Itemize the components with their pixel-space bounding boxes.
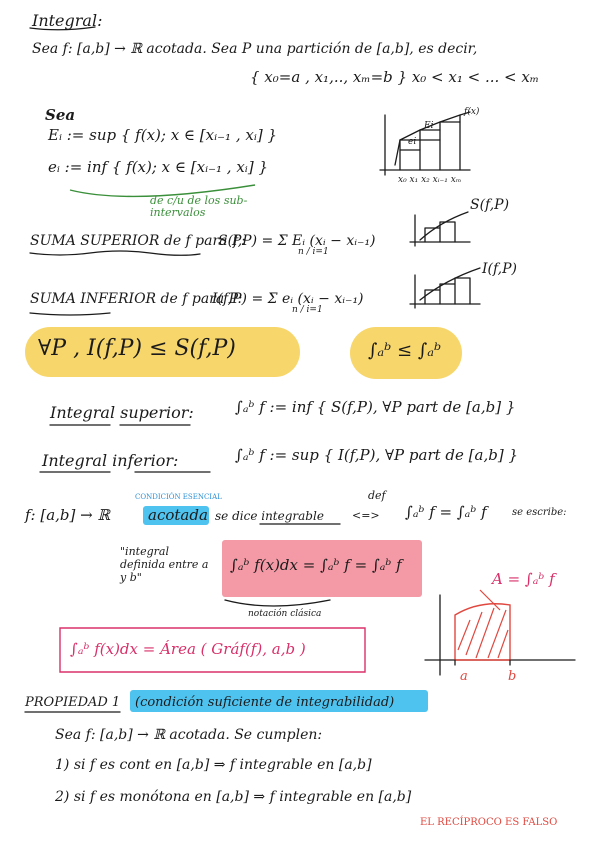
- integrable-formula: ∫ₐᵇ f = ∫ₐᵇ f: [405, 503, 487, 521]
- integral-inferior-formula: ∫ₐᵇ f := sup { I(f,P), ∀P part de [a,b] }: [235, 446, 519, 464]
- area-b-label: b: [508, 669, 517, 684]
- propiedad-title: (condición suficiente de integrabilidad): [135, 695, 395, 710]
- reciproco-falso: EL RECÍPROCO ES FALSO: [420, 817, 558, 828]
- graph-Ei-label: Ei: [424, 121, 434, 131]
- suma-superior-graph-label: S(f,P): [470, 197, 510, 213]
- integrable-acotada: acotada: [148, 506, 208, 524]
- integral-superior-formula: ∫ₐᵇ f := inf { S(f,P), ∀P part de [a,b] }: [235, 398, 516, 416]
- graph-suma-inferior: [410, 268, 480, 308]
- ei-definition: eᵢ := inf { f(x); x ∈ [xᵢ₋₁ , xᵢ] }: [48, 158, 268, 176]
- propiedad-item-2: 2) si f es monótona en [a,b] ⇒ f integrable en [a,b]: [55, 789, 412, 805]
- integrable-lead: f: [a,b] → ℝ: [25, 506, 110, 524]
- suma-superior-formula: S(f,P) = Σ Eᵢ (xᵢ − xᵢ₋₁): [218, 233, 376, 249]
- area-formula: ∫ₐᵇ f(x)dx = Área ( Gráf(f), a,b ): [70, 640, 306, 658]
- se-escribe: se escribe:: [512, 507, 567, 518]
- area-a-label: a: [460, 669, 468, 684]
- highlight-main-text: ∀P , I(f,P) ≤ S(f,P): [38, 336, 236, 361]
- Ei-definition: Eᵢ := sup { f(x); x ∈ [xᵢ₋₁ , xᵢ] }: [48, 126, 278, 144]
- propiedad-item-1: 1) si f es cont en [a,b] ⇒ f integrable en [a,b]: [55, 757, 372, 773]
- integrable-rest: se dice integrable: [215, 509, 324, 523]
- graph-ei-label: ei: [408, 137, 417, 147]
- sea-label: Sea: [45, 106, 76, 124]
- suma-superior-limits: n / i=1: [298, 247, 329, 257]
- suma-inferior-limits: n / i=1: [292, 305, 323, 315]
- subintervals-note: de c/u de los sub-intervalos: [150, 194, 248, 219]
- quote-integral-definida: "integral definida entre a y b": [120, 545, 209, 584]
- graph-suma-superior: [410, 212, 470, 246]
- integral-inferior-label: Integral inferior:: [42, 451, 179, 470]
- graph-area: [425, 590, 575, 675]
- suma-inferior-formula: I(f,P) = Σ eᵢ (xᵢ − xᵢ₋₁): [212, 291, 364, 307]
- def-tag: def: [368, 489, 386, 502]
- suma-superior-label: SUMA SUPERIOR de f para P:: [30, 233, 246, 249]
- area-graph-formula: A = ∫ₐᵇ f: [492, 570, 555, 588]
- page-title: Integral:: [32, 11, 103, 30]
- graph-ticks: x₀ x₁ x₂ xᵢ₋₁ xₘ: [398, 175, 462, 185]
- suma-inferior-graph-label: I(f,P): [482, 261, 518, 277]
- graph-f-label: f(x): [464, 107, 480, 117]
- integral-superior-label: Integral superior:: [50, 403, 194, 422]
- condition-tag: CONDICIÓN ESENCIAL: [135, 493, 222, 501]
- intro-line-1: Sea f: [a,b] → ℝ acotada. Sea P una partición de [a,b], es decir,: [32, 41, 478, 57]
- propiedad-intro: Sea f: [a,b] → ℝ acotada. Se cumplen:: [55, 727, 323, 743]
- propiedad-label: PROPIEDAD 1: [25, 695, 121, 710]
- intro-line-2: { x₀=a , x₁,.., xₘ=b } x₀ < x₁ < ... < xₘ: [250, 68, 540, 86]
- boxed-formula: ∫ₐᵇ f(x)dx = ∫ₐᵇ f = ∫ₐᵇ f: [230, 556, 402, 574]
- notacion-clasica: notación clásica: [248, 609, 322, 619]
- highlight-side-text: ∫ₐᵇ ≤ ∫ₐᵇ: [368, 340, 442, 361]
- iff-arrow: <=>: [352, 509, 380, 522]
- suma-inferior-label: SUMA INFERIOR de f para P:: [30, 291, 243, 307]
